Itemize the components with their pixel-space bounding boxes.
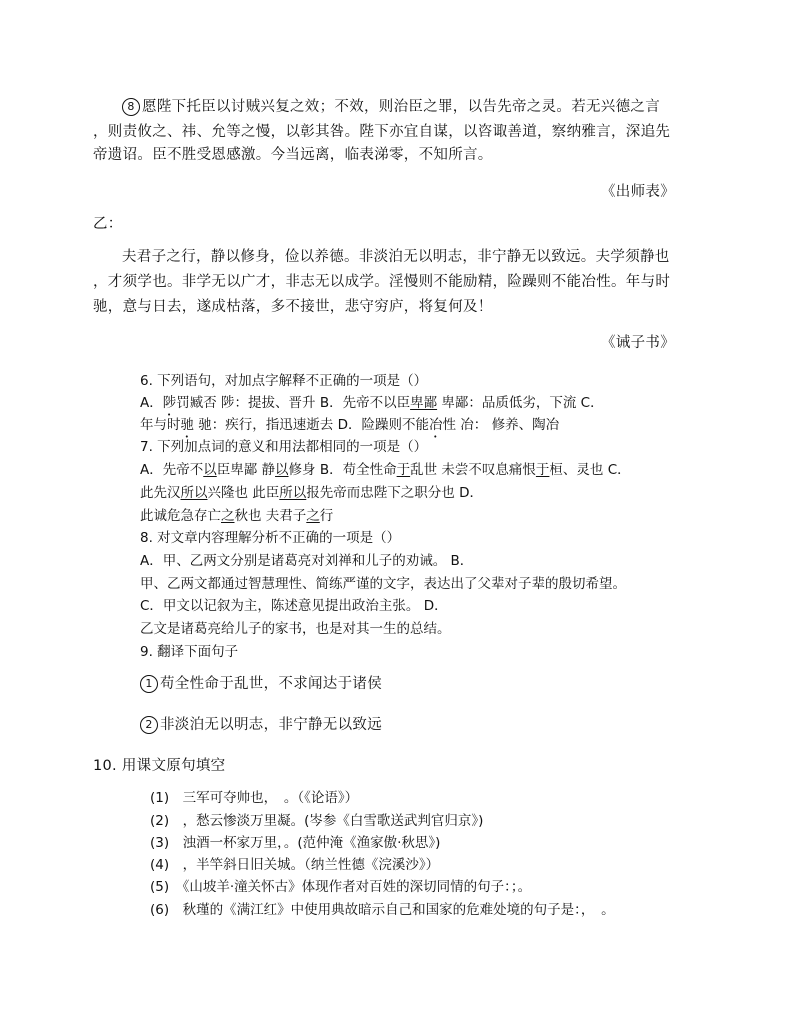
question-8-option-line-3: C．甲文以记叙为主，陈述意见提出政治主张。 D． bbox=[140, 598, 448, 614]
question-7-stem: 7. 下列加点词的意义和用法都相同的一项是（） bbox=[140, 439, 428, 455]
question-10-item-2: (2) ，愁云惨淡万里凝。(岑参《白雪歌送武判官归京》) bbox=[150, 813, 484, 829]
question-9-item-1: 1 苟全性命于乱世，不求闻达于诸侯 bbox=[140, 672, 382, 693]
question-6-stem: 6. 下列语句，对加点字解释不正确的一项是（） bbox=[140, 373, 428, 389]
question-6-options-line-1: A．陟罚臧否 陟：提拔、晋升 B．先帝不以臣卑鄙 卑鄙：品质低劣，下流 C． bbox=[140, 395, 604, 411]
question-8-option-line-4: 乙文是诸葛亮给儿子的家书，也是对其一生的总结。 bbox=[140, 621, 451, 637]
circled-number-1: 1 bbox=[140, 675, 158, 693]
question-9-item-2: 2 非淡泊无以明志，非宁静无以致远 bbox=[140, 713, 382, 734]
passage-jia-line-1: 8 愿陛下托臣以讨贼兴复之效；不效，则治臣之罪，以告先帝之灵。若无兴德之言 bbox=[122, 95, 660, 116]
circled-number-2: 2 bbox=[140, 716, 158, 734]
question-8-option-line-2: 甲、乙两文都通过智慧理性、简练严谨的文字，表达出了父辈对子辈的殷切希望。 bbox=[140, 576, 626, 592]
question-7-options-line-3: 此诚危急存亡之秋也 夫君子之行 bbox=[140, 508, 334, 524]
question-8-stem: 8. 对文章内容理解分析不正确的一项是（） bbox=[140, 530, 401, 546]
passage-jia-line-2: ，则责攸之、祎、允等之慢，以彰其咎。陛下亦宜自谋，以咨诹善道，察纳雅言，深追先 bbox=[93, 124, 671, 140]
question-7-options-line-1: A．先帝不以臣卑鄙 静以修身 B．苟全性命于乱世 未尝不叹息痛恨于桓、灵也 C． bbox=[140, 462, 631, 478]
question-10-item-3: (3) 浊酒一杯家万里，。(范仲淹《渔家傲·秋思》) bbox=[150, 835, 441, 851]
passage-jia-line-3: 帝遗诏。臣不胜受恩感激。今当远离，临表涕零，不知所言。 bbox=[93, 147, 493, 163]
passage-yi-line-3: 驰，意与日去，遂成枯落，多不接世，悲守穷庐，将复何及！ bbox=[93, 299, 493, 315]
passage-yi-label: 乙： bbox=[93, 216, 123, 232]
question-10-item-5: (5) 《山坡羊·潼关怀古》体现作者对百姓的深切同情的句子：；。 bbox=[150, 879, 532, 895]
passage-yi-source: 《诫子书》 bbox=[601, 335, 675, 351]
passage-yi-line-1: 夫君子之行，静以修身，俭以养德。非淡泊无以明志，非宁静无以致远。夫学须静也 bbox=[122, 249, 670, 265]
passage-jia-source: 《出师表》 bbox=[601, 184, 675, 200]
question-6-options-line-2: 年与时驰 驰：疾行，指迅速逝去 D．险躁则不能冶性 冶： 修养、陶冶 bbox=[140, 417, 560, 433]
circled-number-8: 8 bbox=[122, 98, 140, 116]
question-7-options-line-2: 此先汉所以兴隆也 此臣所以报先帝而忠陛下之职分也 D． bbox=[140, 485, 483, 501]
question-10-stem: 10. 用课文原句填空 bbox=[93, 758, 226, 774]
question-8-option-line-1: A．甲、乙两文分别是诸葛亮对刘禅和儿子的劝诫。 B． bbox=[140, 553, 474, 569]
question-10-item-6: (6) 秋瑾的《满江红》中使用典故暗示自己和国家的危难处境的句子是：， 。 bbox=[150, 902, 615, 918]
question-10-item-1: (1) 三军可夺帅也， 。（《论语》） bbox=[150, 790, 359, 806]
question-10-item-4: (4) ，半竿斜日旧关城。（纳兰性德《浣溪沙》） bbox=[150, 857, 440, 873]
passage-yi-line-2: ，才须学也。非学无以广才，非志无以成学。淫慢则不能励精，险躁则不能冶性。年与时 bbox=[93, 274, 671, 290]
question-9-stem: 9. 翻译下面句子 bbox=[140, 644, 239, 660]
